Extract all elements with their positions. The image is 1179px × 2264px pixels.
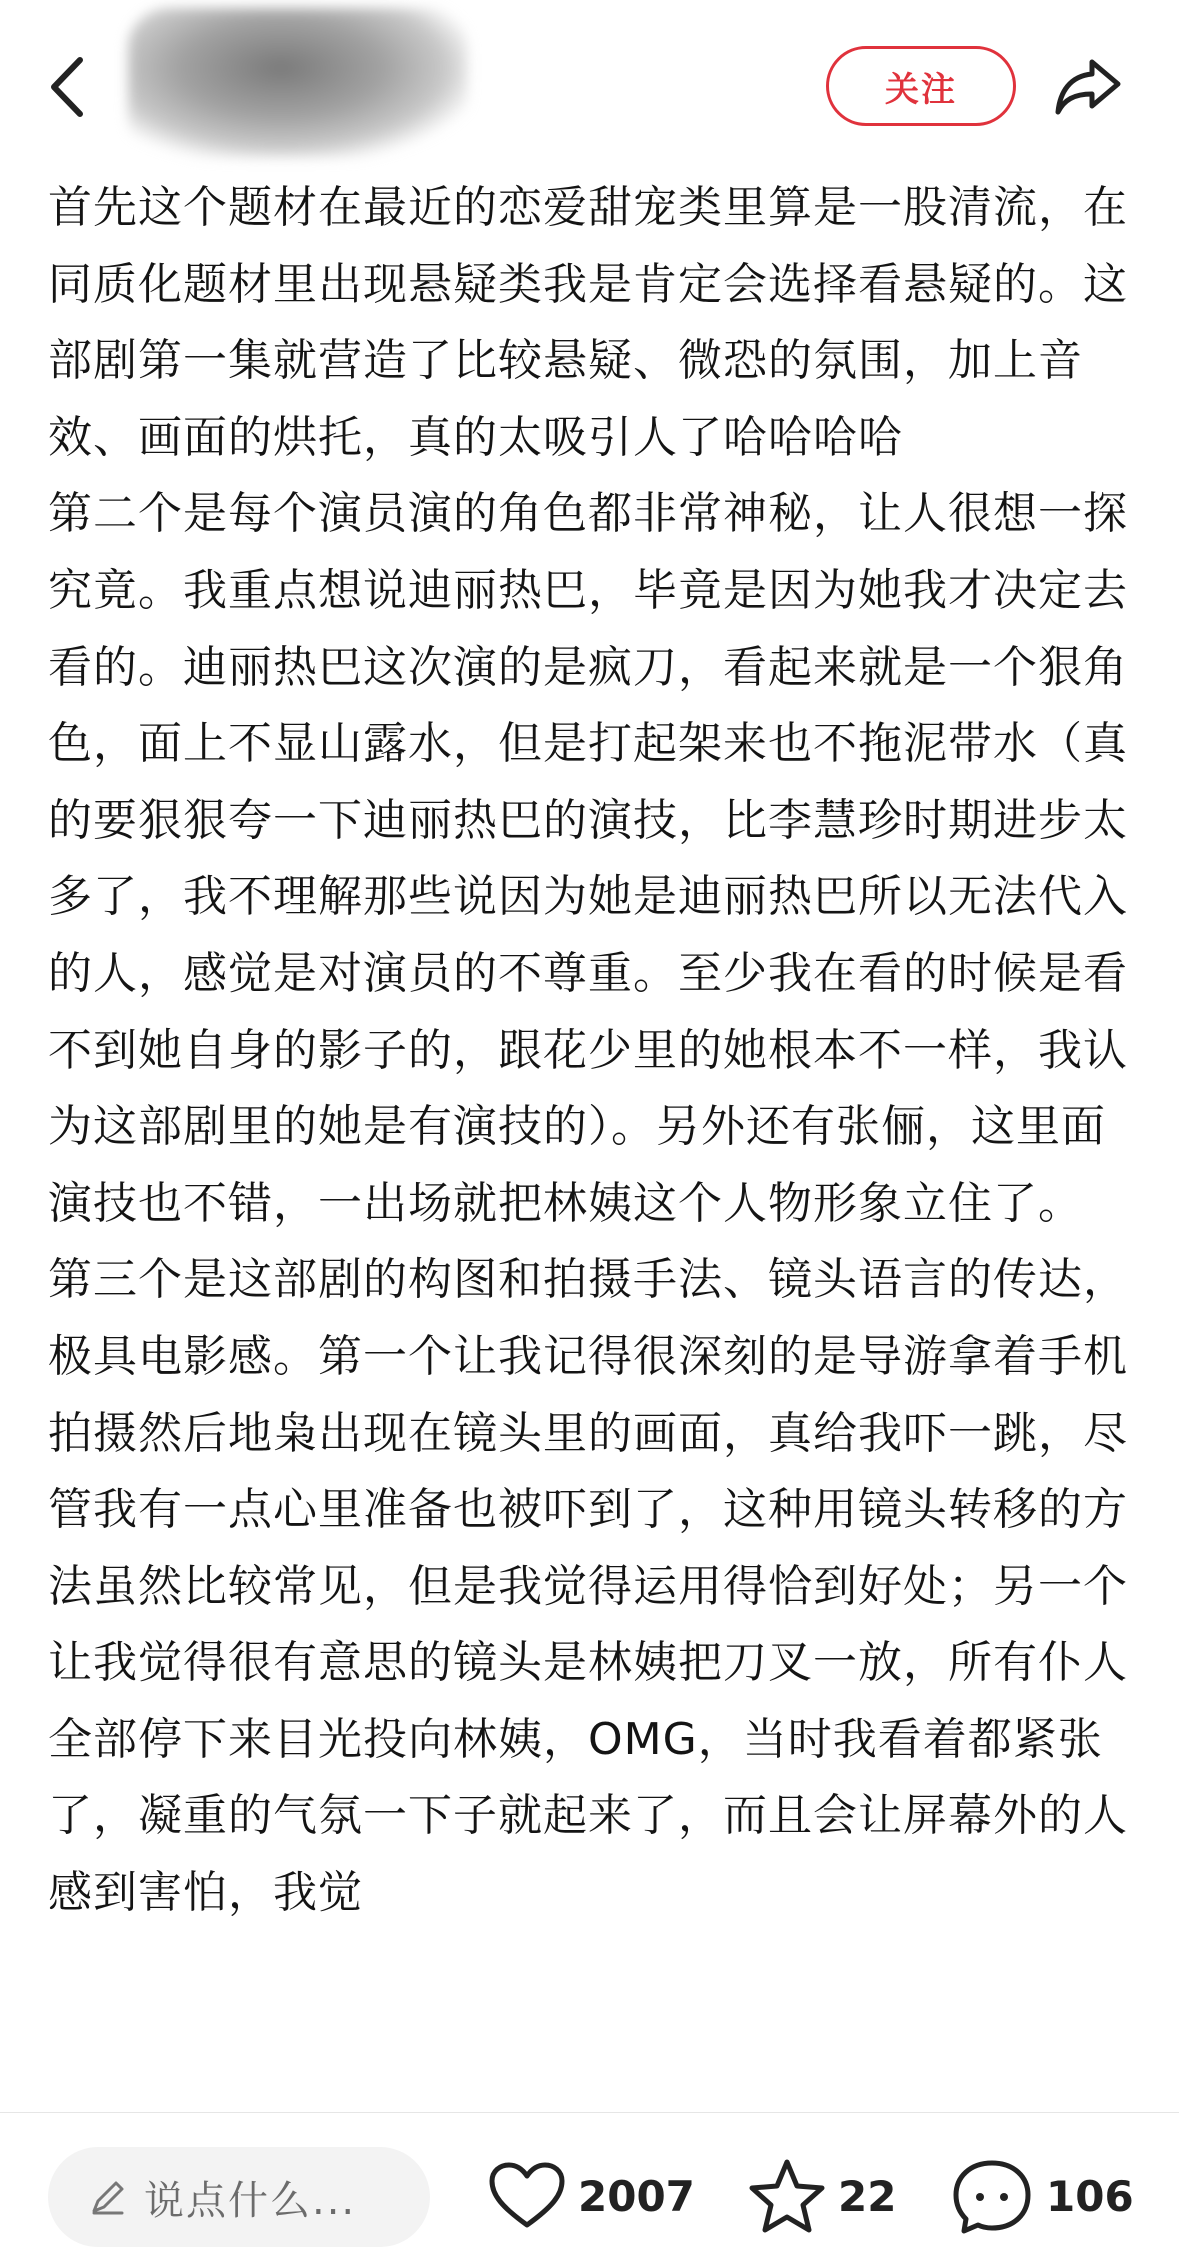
post-body xyxy=(48,170,1138,2100)
like-button[interactable] xyxy=(488,2151,695,2241)
chevron-left-icon xyxy=(40,50,104,124)
comment-button[interactable] xyxy=(950,2151,1134,2241)
comment-input[interactable] xyxy=(48,2147,430,2247)
heart-icon xyxy=(488,2161,566,2231)
top-bar xyxy=(0,0,1179,170)
follow-button[interactable]: 关注 xyxy=(826,46,1016,126)
back-button[interactable] xyxy=(40,50,104,124)
comment-placeholder: 说点什么... xyxy=(144,2177,357,2224)
post-paragraph: 第二个是每个演员演的角色都非常神秘，让人很想一探究竟。我重点想说迪丽热巴，毕竟是因为她我才决定去看的。迪丽热巴这次演的是疯刀，看起来就是一个狠角色，面上不显山露水，但是打起架来也不拖泥带水（真的要狠狠夸一下迪丽热巴的演技，比李慧珍时期进步太多了，我不理解那些说因为她是迪丽热巴所以无法代入的人，感觉是对演员的不尊重。至少我在看的时候是看不到她自身的影子的，跟花少里的她根本不一样，我认为这部剧里的她是有演技的）。另外还有张俪，这里面演技也不错，一出场就把林姨这个人物形象立住了。 xyxy=(48,488,1128,1229)
pencil-icon xyxy=(88,2177,128,2217)
favorite-count: 22 xyxy=(838,2171,897,2221)
share-button[interactable] xyxy=(1052,54,1124,120)
like-count: 2007 xyxy=(578,2171,695,2221)
post-paragraph: 首先这个题材在最近的恋爱甜宠类里算是一股清流，在同质化题材里出现悬疑类我是肯定会选择看悬疑的。这部剧第一集就营造了比较悬疑、微恐的氛围，加上音效、画面的烘托，真的太吸引人了哈哈哈哈 xyxy=(48,182,1128,463)
author-info-blurred[interactable] xyxy=(128,8,468,158)
comment-count: 106 xyxy=(1046,2171,1134,2221)
bottom-action-bar xyxy=(0,2112,1179,2264)
favorite-button[interactable] xyxy=(748,2151,896,2241)
comment-icon xyxy=(950,2157,1034,2235)
post-paragraph: 第三个是这部剧的构图和拍摄手法、镜头语言的传达，极具电影感。第一个让我记得很深刻的是导游拿着手机拍摄然后地枭出现在镜头里的画面，真给我吓一跳，尽管我有一点心里准备也被吓到了，这种用镜头转移的方法虽然比较常见，但是我觉得运用得恰到好处；另一个让我觉得很有意思的镜头是林姨把刀叉一放，所有仆人全部停下来目光投向林姨，OMG，当时我看着都紧张了，凝重的气氛一下子就起来了，而且会让屏幕外的人感到害怕，我觉 xyxy=(48,1254,1128,1919)
star-icon xyxy=(748,2158,826,2234)
share-icon xyxy=(1052,54,1124,120)
